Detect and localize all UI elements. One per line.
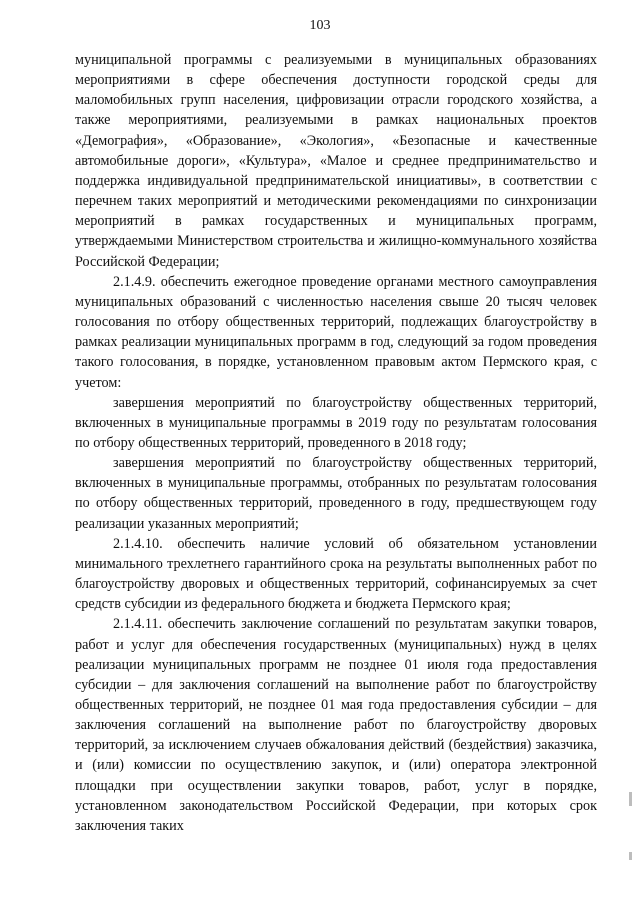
paragraph-clause-2-1-4-10: 2.1.4.10. обеспечить наличие условий об обязательном установлении минимального трехлетнего гарантийного срока на результаты выполненных работ по благоустройству дворовых и общественных территорий, софинансируемых за счет средств субсидии из федерального бюджета и бюджета Пермского края; (75, 535, 597, 613)
paragraph-subitem-preceding-year: завершения мероприятий по благоустройству общественных территорий, включенных в муниципальные программы, отобранных по результатам голосования по отбору общественных территорий, проведенного в году, предшествующем году реализации указанных мероприятий; (75, 455, 597, 532)
paragraph-clause-2-1-4-11: 2.1.4.11. обеспечить заключение соглашений по результатам закупки товаров, работ и услуг для обеспечения государственных (муниципальных) нужд в целях реализации муниципальных программ не позднее 01 июля года предоставления субсидии – для заключения соглашений на выполнение работ по благоустройству общественных территорий, не позднее 01 мая года предоставления субсидии – для заключения соглашений на выполнение работ по благоустройству дворовых территорий, за исключением случаев обжалования действий (бездействия) заказчика, и (или) комиссии по осуществлению закупок, и (или) оператора электронной площадки при осуществлении закупки товаров, работ, услуг в порядке, установленном законодательством Российской Федерации, при которых срок заключения таких (75, 616, 597, 834)
scan-artifact-mark (629, 852, 632, 860)
page-number: 103 (309, 18, 331, 33)
paragraph-subitem-2019: завершения мероприятий по благоустройству общественных территорий, включенных в муниципальные программы в 2019 году по результатам голосования по отбору общественных территорий, проведенного в 2018 году; (75, 394, 597, 451)
document-body (75, 50, 597, 836)
scan-artifact-mark (629, 792, 632, 806)
paragraph-continuation: муниципальной программы с реализуемыми в муниципальных образованиях мероприятиями в сфере обеспечения доступности городской среды для маломобильных групп населения, цифровизации отрасли городского хозяйства, а также мероприятиями, реализуемыми в рамках национальных проектов «Демография», «Образование», «Экология», «Безопасные и качественные автомобильные дороги», «Культура», «Малое и среднее предпринимательство и поддержка индивидуальной предпринимательской инициативы», в соответствии с перечнем таких мероприятий и методическими рекомендациями по синхронизации мероприятий в рамках государственных и муниципальных программ, утверждаемыми Министерством строительства и жилищно-коммунального хозяйства Российской Федерации; (75, 52, 597, 270)
paragraph-clause-2-1-4-9: 2.1.4.9. обеспечить ежегодное проведение органами местного самоуправления муниципальных образований с численностью населения свыше 20 тысяч человек голосования по отбору общественных территорий, подлежащих благоустройству в рамках реализации муниципальных программ в год, следующий за годом проведения такого голосования, в порядке, установленном правовым актом Пермского края, с учетом: (75, 273, 597, 391)
